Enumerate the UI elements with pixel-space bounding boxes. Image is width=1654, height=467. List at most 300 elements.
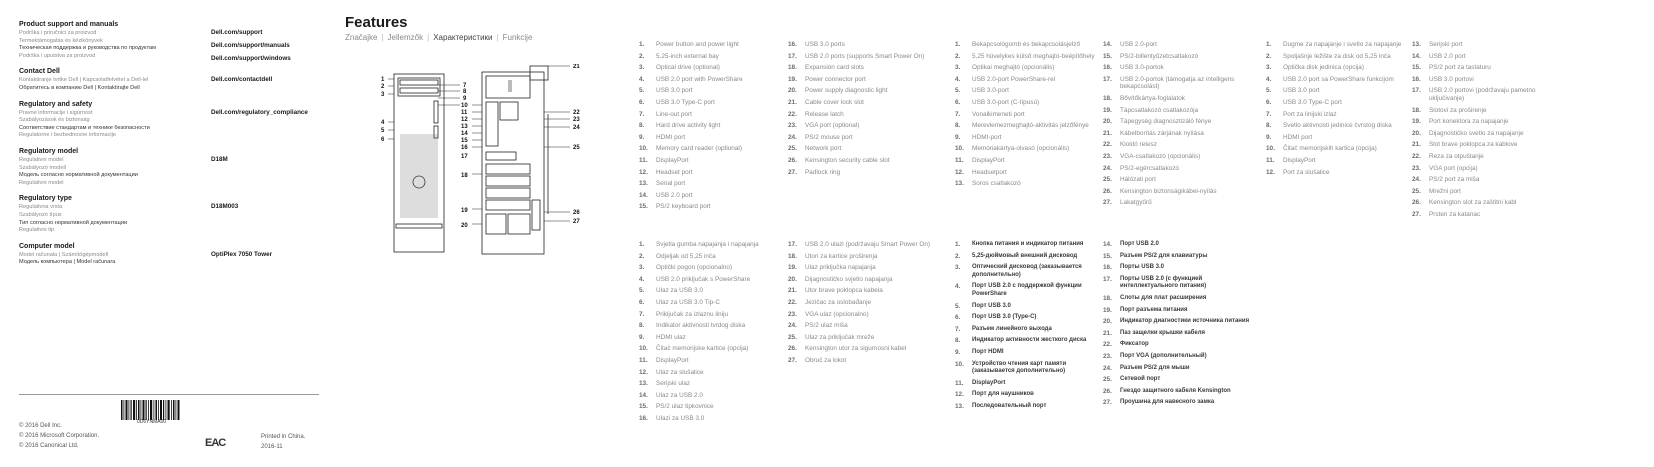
list-item-text: VGA port (opcija) [1429, 164, 1478, 172]
list-item-number: 19. [788, 264, 797, 272]
list-item-text: Kensington utor za sigurnosni kabel [805, 345, 907, 353]
list-item-number: 27. [788, 356, 797, 364]
list-item [1103, 293, 1253, 305]
list-item [639, 343, 789, 355]
callout-10: 10 [461, 103, 468, 109]
list-item [1266, 109, 1416, 121]
list-item [639, 390, 789, 402]
list-item [1103, 39, 1253, 51]
list-item-text: Network port [805, 145, 842, 153]
list-item [639, 274, 789, 286]
barcode-number: 0D6YNMA00 [137, 419, 167, 425]
list-item-text: Reza za otpuštanje [1429, 152, 1484, 160]
list-item-text: Порты USB 2.0 (с функцией интеллектуального питания) [1120, 275, 1207, 290]
list-item-text: Kensington biztonságikábel-nyílás [1120, 187, 1217, 195]
list-item-number: 9. [639, 333, 645, 341]
list-item [639, 239, 789, 251]
list-item-text: USB 2.0 ports (supports Smart Power On) [805, 52, 925, 60]
feature-list-en-1 [639, 39, 789, 213]
list-item-text: Порт USB 3.0 [972, 302, 1011, 309]
list-item-text: USB 2.0-portok (támogatja az intelligens bekapcsolást) [1120, 75, 1235, 91]
list-item-number: 18. [788, 64, 797, 72]
list-item-number: 8. [955, 337, 961, 345]
list-item [1103, 397, 1253, 409]
list-item [639, 62, 789, 74]
list-item-number: 2. [639, 52, 645, 60]
callout-13: 13 [461, 124, 468, 130]
list-item-number: 7. [1266, 110, 1272, 118]
info-section-line: Podrška i uputstva za proizvod [19, 52, 96, 59]
list-item-text: Port za slušalice [1283, 168, 1330, 176]
list-item-number: 9. [639, 133, 645, 141]
info-section-title: Contact Dell [19, 68, 60, 76]
list-item-text: Разъем PS/2 для мыши [1120, 364, 1190, 371]
list-item [955, 109, 1105, 121]
list-item-text: Dijagnostičko svetlo za napajanje [1429, 129, 1524, 137]
list-item-number: 24. [788, 322, 797, 330]
list-item-number: 2. [955, 252, 961, 260]
list-item [788, 109, 938, 121]
list-item-text: Memóriakártya-olvasó (opcionális) [972, 145, 1070, 153]
list-item-text: Порт для наушников [972, 391, 1034, 398]
list-item-text: USB 3.0 portovi [1429, 75, 1474, 83]
list-item-text: Obruč za lokot [805, 356, 847, 364]
list-item [639, 320, 789, 332]
list-item-number: 8. [955, 122, 961, 130]
info-section-line: Обратитесь в компанию Dell | Kontaktirajte Dell [19, 84, 140, 91]
list-item-number: 11. [955, 156, 964, 164]
list-item-number: 11. [639, 356, 648, 364]
list-item-number: 9. [955, 133, 961, 141]
list-item-text: Padlock ring [805, 168, 841, 176]
info-section-line: Szabályozó modell [19, 164, 66, 171]
list-item-text: DisplayPort [972, 379, 1006, 386]
list-item-text: USB 3.0-port (C-típusú) [972, 98, 1040, 106]
list-item-number: 26. [1103, 387, 1112, 395]
info-section-line: Model računala | Számítógépmodell [19, 251, 109, 258]
list-item [639, 378, 789, 390]
list-item [1412, 186, 1572, 198]
info-section [19, 242, 319, 267]
list-item [955, 389, 1105, 401]
list-item-number: 6. [639, 298, 645, 306]
list-item [639, 51, 789, 63]
list-item-number: 14. [639, 391, 648, 399]
list-item [788, 97, 938, 109]
list-item [639, 167, 789, 179]
list-item [788, 51, 938, 63]
list-item [1103, 316, 1253, 328]
list-item-text: DisplayPort [656, 356, 689, 364]
list-item-number: 27. [1103, 399, 1112, 407]
list-item-text: PS/2 ulaz tipkovnice [656, 403, 714, 411]
list-item-number: 27. [788, 168, 797, 176]
info-section-line: Regulatorne i bezbednosne informacije [19, 132, 117, 139]
list-item-text: Последовательный порт [972, 402, 1047, 409]
list-item-number: 22. [788, 298, 797, 306]
list-item-text: Power supply diagnostic light [805, 87, 888, 95]
list-item-text: Bővítőkártya-foglalatok [1120, 94, 1186, 102]
list-item-number: 23. [788, 310, 797, 318]
list-item-number: 12. [639, 368, 648, 376]
list-item-text: Разъем линейного выхода [972, 325, 1052, 332]
list-item-text: Kioldó retesz [1120, 141, 1157, 149]
list-item-text: Hálózati port [1120, 176, 1156, 184]
list-item [788, 155, 938, 167]
list-item-number: 5. [1266, 87, 1272, 95]
info-section-line: Regulativni model [19, 156, 64, 163]
list-item [639, 155, 789, 167]
list-item [1103, 274, 1253, 293]
list-item-text: USB 3.0 port [1283, 87, 1320, 95]
list-item-text: Порт USB 2.0 [1120, 241, 1159, 247]
list-item-number: 18. [1103, 294, 1112, 302]
list-item-number: 8. [639, 122, 645, 130]
list-item-number: 12. [955, 391, 964, 399]
list-item-number: 17. [788, 52, 797, 60]
list-item-number: 4. [955, 283, 961, 291]
list-item-text: Tápegység diagnosztizáló fénye [1120, 118, 1212, 126]
list-item-text: Prsten za katanac [1429, 210, 1481, 218]
list-item-text: DisplayPort [656, 156, 689, 164]
list-item [1266, 167, 1416, 179]
list-item-text: Jezičac za oslobađanje [805, 298, 872, 306]
list-item-text: PS/2 mouse port [805, 133, 853, 141]
list-item [955, 301, 1105, 313]
callout-3: 3 [381, 92, 385, 98]
list-item-text: Memory card reader (optional) [656, 145, 742, 153]
list-item [1103, 251, 1253, 263]
list-item-text: PS/2 port za miša [1429, 176, 1480, 184]
list-item-number: 21. [1103, 329, 1112, 337]
list-item [1103, 262, 1253, 274]
info-section-value: D18M003 [211, 203, 239, 211]
list-item-text: Expansion card slots [805, 64, 864, 72]
list-item [1103, 139, 1253, 151]
list-item [955, 335, 1105, 347]
list-item-number: 4. [639, 275, 645, 283]
list-item-number: 13. [955, 402, 964, 410]
list-item-number: 11. [639, 156, 648, 164]
list-item-text: HDMI ulaz [656, 333, 686, 341]
info-section-title: Regulatory and safety [19, 100, 93, 108]
info-section-value: Dell.com/support/manuals [211, 42, 290, 49]
list-item-text: Slotovi za proširenje [1429, 106, 1487, 114]
list-item [1412, 139, 1572, 151]
list-item [1103, 239, 1253, 251]
list-item-text: Soros csatlakozó [972, 180, 1021, 188]
list-item-number: 7. [955, 110, 961, 118]
list-item-text: PS/2 port za tastaturu [1429, 64, 1491, 72]
list-item-text: Кнопка питания и индикатор питания [972, 241, 1084, 247]
list-item-text: Индикатор диагностики источника питания [1120, 318, 1250, 325]
list-item-text: 5,25 hüvelykes külső meghajtó-beépítőhely [972, 52, 1095, 60]
info-section-value: Dell.com/support/windows [211, 55, 291, 62]
list-item-number: 6. [639, 98, 645, 106]
list-item [1103, 351, 1253, 363]
list-item-text: USB 2.0 port [1429, 52, 1466, 60]
list-item-text: Line-out port [656, 110, 692, 118]
list-item-number: 21. [1412, 141, 1421, 149]
info-section-line: Termektámogatás és kézikönyvek [19, 37, 103, 44]
list-item-text: Ulaz za USB 2.0 [656, 391, 703, 399]
list-item [639, 401, 789, 413]
list-item-number: 7. [955, 325, 961, 333]
list-item-number: 23. [1412, 164, 1421, 172]
printed-country: Printed in China. [261, 434, 306, 440]
list-item [1103, 151, 1253, 163]
list-item-number: 14. [1103, 41, 1112, 48]
list-item [1412, 39, 1572, 51]
subtitle-ru: Характеристики [433, 33, 493, 42]
list-item [639, 332, 789, 344]
list-item-number: 26. [788, 345, 797, 353]
list-item [955, 120, 1105, 132]
list-item [955, 178, 1105, 190]
list-item [788, 251, 938, 263]
list-item-text: DisplayPort [1283, 156, 1316, 164]
list-item [788, 143, 938, 155]
list-item [788, 285, 938, 297]
list-item-text: Serijski port [1429, 41, 1463, 48]
callout-12: 12 [461, 117, 468, 123]
list-item-text: USB 2.0 port sa PowerShare funkcijom [1283, 75, 1394, 83]
list-item-text: DisplayPort [972, 156, 1005, 164]
list-item-number: 3. [639, 264, 645, 272]
list-item-text: Kensington security cable slot [805, 156, 890, 164]
list-item-number: 8. [639, 322, 645, 330]
list-item [1103, 363, 1253, 375]
list-item [1103, 305, 1253, 317]
callout-20: 20 [461, 223, 468, 229]
list-item-number: 13. [639, 180, 648, 188]
list-item [1103, 62, 1253, 74]
list-item-text: Vonalkimeneti port [972, 110, 1025, 118]
callout-4: 4 [381, 120, 385, 126]
list-item [639, 85, 789, 97]
info-section-value: OptiPlex 7050 Tower [211, 250, 273, 258]
callout-2: 2 [381, 84, 385, 90]
list-item [788, 355, 938, 367]
callout-27: 27 [573, 219, 580, 225]
list-item-number: 25. [1103, 376, 1112, 384]
list-item-text: Indikator aktivnosti tvrdog diska [656, 322, 746, 330]
list-item-number: 3. [1266, 64, 1272, 72]
list-item [788, 167, 938, 179]
list-item-number: 25. [788, 145, 797, 153]
list-item-number: 17. [1103, 275, 1112, 283]
list-item-number: 26. [1412, 199, 1421, 207]
list-item-number: 18. [788, 252, 797, 260]
list-item-number: 4. [639, 75, 645, 83]
list-item-number: 26. [788, 156, 797, 164]
list-item [1103, 339, 1253, 351]
list-item-number: 15. [639, 203, 648, 211]
list-item [788, 39, 938, 51]
list-item-text: Svjetla gumba napajanja i napajanja [656, 241, 759, 248]
list-item-number: 24. [1412, 176, 1421, 184]
list-item-number: 7. [639, 110, 645, 118]
list-item-number: 6. [955, 314, 961, 322]
list-item-number: 10. [955, 145, 964, 153]
list-item [1412, 116, 1572, 128]
callout-7: 7 [463, 83, 467, 89]
info-section-line: Тип согласно нормативной документации [19, 219, 128, 226]
info-section-line: Podrška i priručnici za proizvod [19, 30, 97, 36]
list-item-number: 6. [1266, 98, 1272, 106]
list-item [1412, 163, 1572, 175]
callout-9: 9 [463, 96, 467, 102]
list-item [1103, 128, 1253, 140]
list-item-text: Headsetport [972, 168, 1007, 176]
list-item [1266, 120, 1416, 132]
list-item [955, 85, 1105, 97]
feature-list-hu-1 [955, 39, 1105, 190]
list-item-text: Ulaz priključka napajanja [805, 264, 876, 272]
list-item [1412, 85, 1572, 104]
list-item-text: USB 3.0-port [972, 87, 1009, 95]
list-item-text: Optical drive (optional) [656, 64, 720, 72]
list-item [639, 285, 789, 297]
list-item-text: Port za linijski izlaz [1283, 110, 1337, 118]
list-item-text: Гнездо защитного кабеля Kensington [1120, 387, 1231, 394]
list-item-text: Индикатор активности жесткого диска [972, 337, 1087, 344]
list-item-number: 9. [955, 348, 961, 356]
list-item-number: 4. [955, 75, 961, 83]
list-item-text: Čitač memorijske kartice (opcija) [656, 345, 749, 353]
info-section [19, 67, 319, 92]
list-item-number: 23. [788, 122, 797, 130]
list-item-number: 13. [955, 180, 964, 188]
divider-line [19, 394, 319, 395]
list-item-number: 5. [955, 87, 961, 95]
list-item-text: Spoljašnje ležište za disk od 5,25 inča [1283, 52, 1391, 60]
list-item-number: 21. [788, 287, 797, 295]
list-item-text: Serijski ulaz [656, 380, 691, 388]
subtitle-sr: Funkcije [502, 33, 533, 42]
list-item-text: Utori za kartice proširenja [805, 252, 878, 260]
list-item [955, 74, 1105, 86]
list-item [639, 190, 789, 202]
list-item-text: Mrežni port [1429, 187, 1461, 195]
list-item-number: 1. [639, 41, 645, 48]
list-item-number: 24. [788, 133, 797, 141]
list-item [639, 367, 789, 379]
info-section-title: Computer model [19, 242, 75, 250]
feature-list-hu-2 [1103, 39, 1253, 209]
list-item-number: 22. [1412, 152, 1421, 160]
info-section-value: Dell.com/regulatory_compliance [211, 108, 308, 116]
list-item-number: 13. [639, 380, 648, 388]
list-item-number: 10. [955, 360, 964, 368]
info-section-title: Regulatory model [19, 147, 79, 155]
list-item-number: 25. [788, 333, 797, 341]
list-item-number: 10. [1266, 145, 1275, 153]
list-item-text: USB 3.0 Type-C port [656, 98, 715, 106]
list-item-number: 20. [1412, 129, 1421, 137]
list-item [788, 320, 938, 332]
list-item [1266, 51, 1416, 63]
list-item-text: Utor brave poklopca kabela [805, 287, 883, 295]
list-item-text: USB 3.0 Type-C port [1283, 98, 1342, 106]
list-item-text: Ulazi za USB 3.0 [656, 414, 705, 422]
list-item-text: Dugme za napajanje i svetlo za napajanje [1283, 41, 1402, 48]
list-item-text: Ulaz za priključak mreže [805, 333, 875, 341]
list-item [1266, 143, 1416, 155]
list-item-text: Порт разъема питания [1120, 306, 1188, 313]
list-item-text: Порт USB 2.0 с поддержкой функции PowerShare [972, 283, 1082, 297]
list-item-number: 18. [1412, 106, 1421, 114]
list-item-text: Slot brave poklopca za kablove [1429, 141, 1518, 149]
list-item [788, 309, 938, 321]
feature-list-sr-1 [1266, 39, 1416, 178]
list-item-text: USB 2.0 ulazi (podržavaju Smart Power On) [805, 241, 931, 248]
list-item-text: Ulaz za USB 3.0 [656, 287, 703, 295]
barcode-image [121, 400, 181, 420]
list-item [1103, 186, 1253, 198]
list-item [788, 274, 938, 286]
list-item-number: 8. [1266, 122, 1272, 130]
list-item-text: Optikai meghajtó (opcionális) [972, 64, 1055, 72]
info-section-line: Модель компьютера | Model računara [19, 259, 116, 266]
list-item-text: Паз защелки крышки кабеля [1120, 329, 1206, 336]
list-item [639, 297, 789, 309]
list-item-number: 5. [639, 87, 645, 95]
list-item-number: 12. [639, 168, 648, 176]
callout-22: 22 [573, 110, 580, 116]
features-title: Features [345, 14, 408, 31]
callout-6: 6 [381, 137, 385, 143]
list-item [639, 132, 789, 144]
list-item-number: 17. [1412, 87, 1421, 95]
info-section [19, 20, 319, 60]
list-item [1412, 62, 1572, 74]
copyright-line: © 2016 Canonical Ltd. [19, 443, 79, 449]
callout-8: 8 [463, 89, 467, 95]
list-item-number: 15. [1103, 252, 1112, 260]
list-item [1412, 51, 1572, 63]
list-item-number: 25. [1412, 187, 1421, 195]
list-item [1103, 116, 1253, 128]
info-section-line: Kontaktiranje tvrtke Dell | Kapcsolatfelvétel a Dell-lel [19, 77, 149, 84]
list-item-text: Порт USB 3.0 (Type-C) [972, 314, 1037, 321]
list-item-number: 14. [639, 191, 648, 199]
list-item-text: PS/2 ulaz miša [805, 322, 848, 330]
callout-5: 5 [381, 128, 385, 134]
info-column [19, 20, 319, 274]
list-item-number: 11. [1266, 156, 1275, 164]
list-item-text: Release latch [805, 110, 844, 118]
list-item-number: 7. [639, 310, 645, 318]
list-item [1412, 151, 1572, 163]
list-item-text: Tápcsatlakozó csatlakozója [1120, 106, 1199, 114]
list-item [1103, 374, 1253, 386]
list-item-number: 17. [1103, 75, 1112, 83]
info-section-line: Модель согласно нормативной документации [19, 172, 138, 179]
list-item-number: 11. [955, 379, 964, 387]
list-item-text: Bekapcsológomb és bekapcsolásjelző [972, 41, 1080, 48]
list-item-number: 19. [1412, 118, 1421, 126]
list-item-number: 25. [1103, 176, 1112, 184]
list-item-text: Устройство чтения карт памяти (заказывается дополнительно) [972, 360, 1067, 375]
list-item-number: 27. [1412, 210, 1421, 218]
feature-list-ru-1 [955, 239, 1105, 413]
feature-list-hr-1 [639, 239, 789, 425]
list-item-text: Optička disk jedinica (opcija) [1283, 64, 1364, 72]
list-item-text: Порт HDMI [972, 348, 1004, 355]
info-section-line: Regulativni tip [19, 227, 55, 234]
list-item [639, 309, 789, 321]
